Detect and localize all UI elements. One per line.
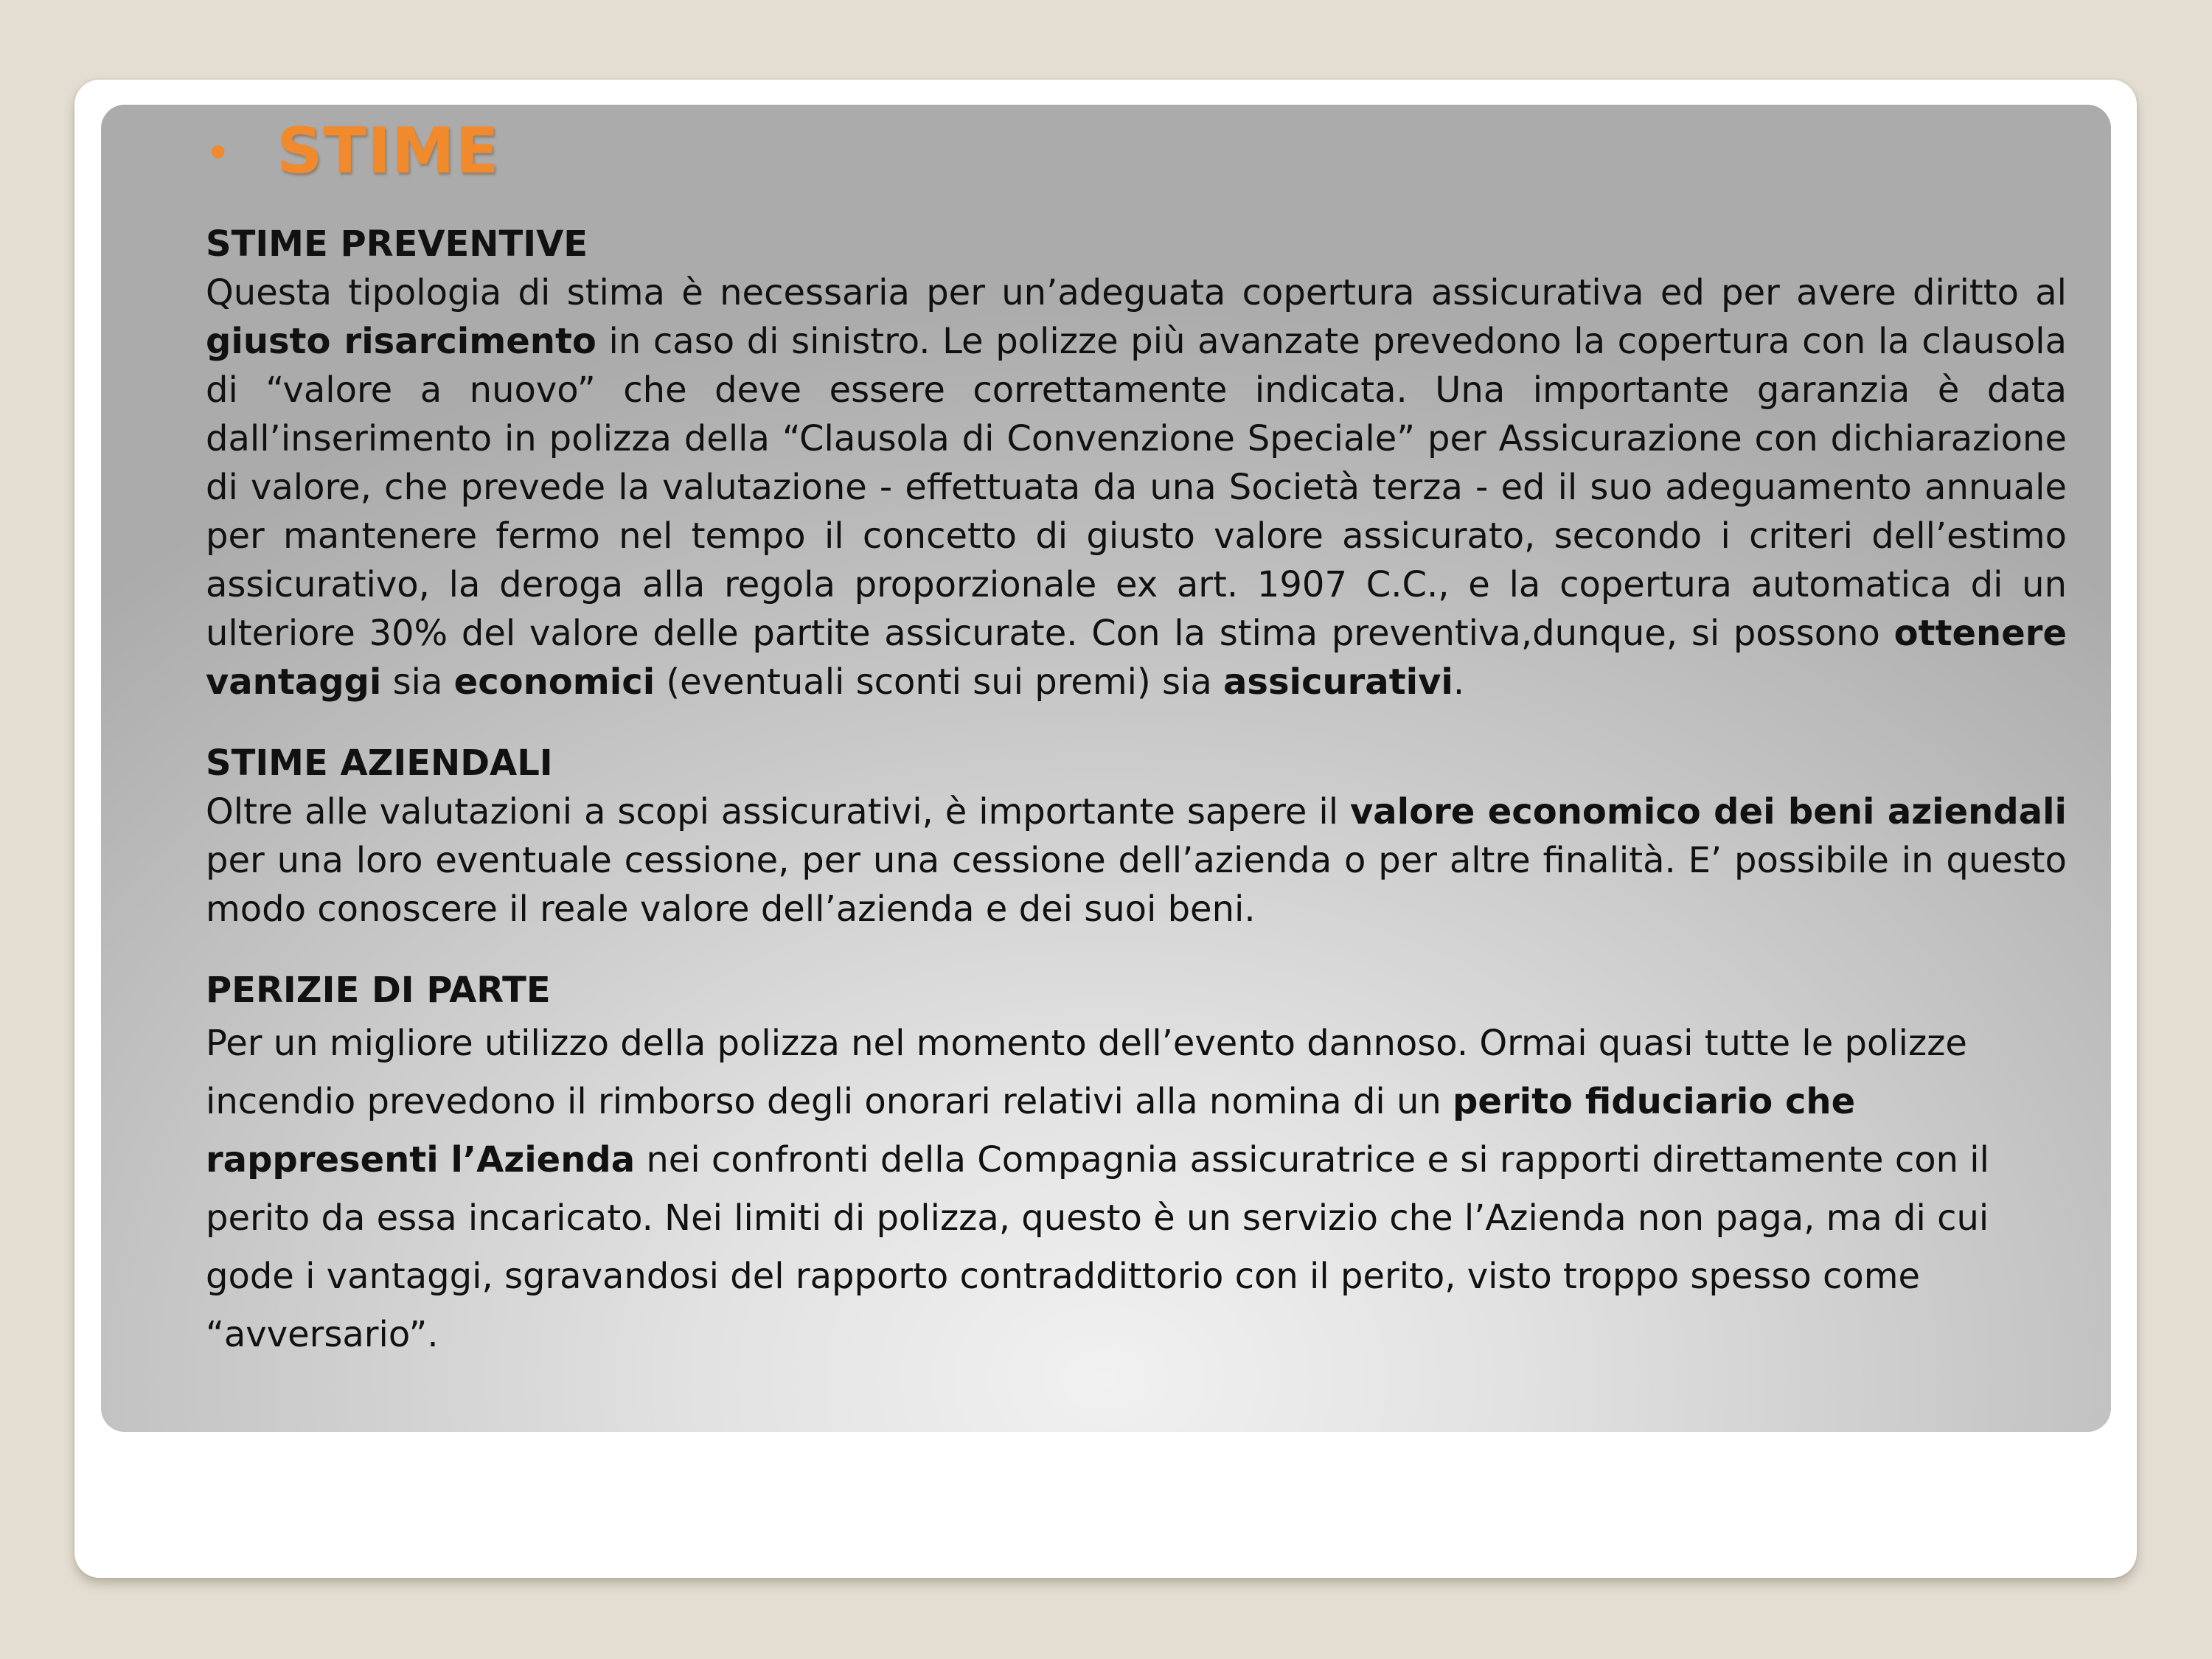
bold-text-run: ottenere vantaggi [206, 613, 2067, 703]
slide-title-row [205, 111, 499, 192]
text-run: Per un migliore utilizzo della polizza nel momento dell’evento dannoso. Ormai quasi tutte le polizze incendio prevedono il rimborso degli onorari relativi alla nomina di un [206, 1023, 1967, 1122]
bold-text-run: valore economico dei beni aziendali [1350, 791, 2067, 832]
text-run: Oltre alle valutazioni a scopi assicurativi, è importante sapere il [206, 791, 1350, 832]
text-run: (eventuali sconti sui premi) sia [655, 661, 1224, 703]
bold-text-run: assicurativi [1223, 661, 1453, 703]
section-heading-perizie-di-parte: PERIZIE DI PARTE [206, 970, 551, 1011]
bold-text-run: economici [453, 661, 655, 703]
section-heading-stime-preventive: STIME PREVENTIVE [206, 223, 588, 265]
text-run: . [1453, 661, 1465, 703]
text-run: nei confronti della Compagnia assicuratrice e si rapporti direttamente con il perito da essa incaricato. Nei limiti di polizza, questo è un servizio che l’Azienda non paga, ma di cui gode i vantaggi, sgravandosi del rapporto contraddittorio con il perito, visto troppo spesso come “avversario”. [206, 1139, 1989, 1355]
paragraph-stime-preventive [206, 268, 2067, 706]
bold-text-run: giusto risarcimento [206, 321, 597, 362]
text-run: sia [381, 661, 454, 703]
bold-text-run: perito fiduciario che rappresenti l’Azienda [206, 1081, 1856, 1180]
title-bullet-icon: • [205, 128, 232, 179]
section-heading-stime-aziendali: STIME AZIENDALI [206, 742, 553, 784]
slide-title: STIME [276, 114, 500, 188]
slide-body [206, 220, 2067, 1364]
text-run: Questa tipologia di stima è necessaria per un’adeguata copertura assicurativa ed per avere diritto al [206, 272, 2067, 313]
text-run: in caso di sinistro. Le polizze più avanzate prevedono la copertura con la clausola di “valore a nuovo” che deve essere correttamente indicata. Una importante garanzia è data dall’inserimento in polizza della “Clausola di Convenzione Speciale” per Assicurazione con dichiarazione di valore, che prevede la valutazione - effettuata da una Società terza - ed il suo adeguamento annuale per mantenere fermo nel tempo il concetto di giusto valore assicurato, secondo i criteri dell’estimo assicurativo, la deroga alla regola proporzionale ex art. 1907 C.C., e la copertura automatica di un ulteriore 30% del valore delle partite assicurate. Con la stima preventiva,dunque, si possono [206, 321, 2067, 654]
paragraph-stime-aziendali [206, 787, 2067, 933]
paragraph-perizie-di-parte [206, 1015, 2067, 1364]
text-run: per una loro eventuale cessione, per una cessione dell’azienda o per altre finalità. E’ possibile in questo modo conoscere il reale valore dell’azienda e dei suoi beni. [206, 840, 2067, 930]
